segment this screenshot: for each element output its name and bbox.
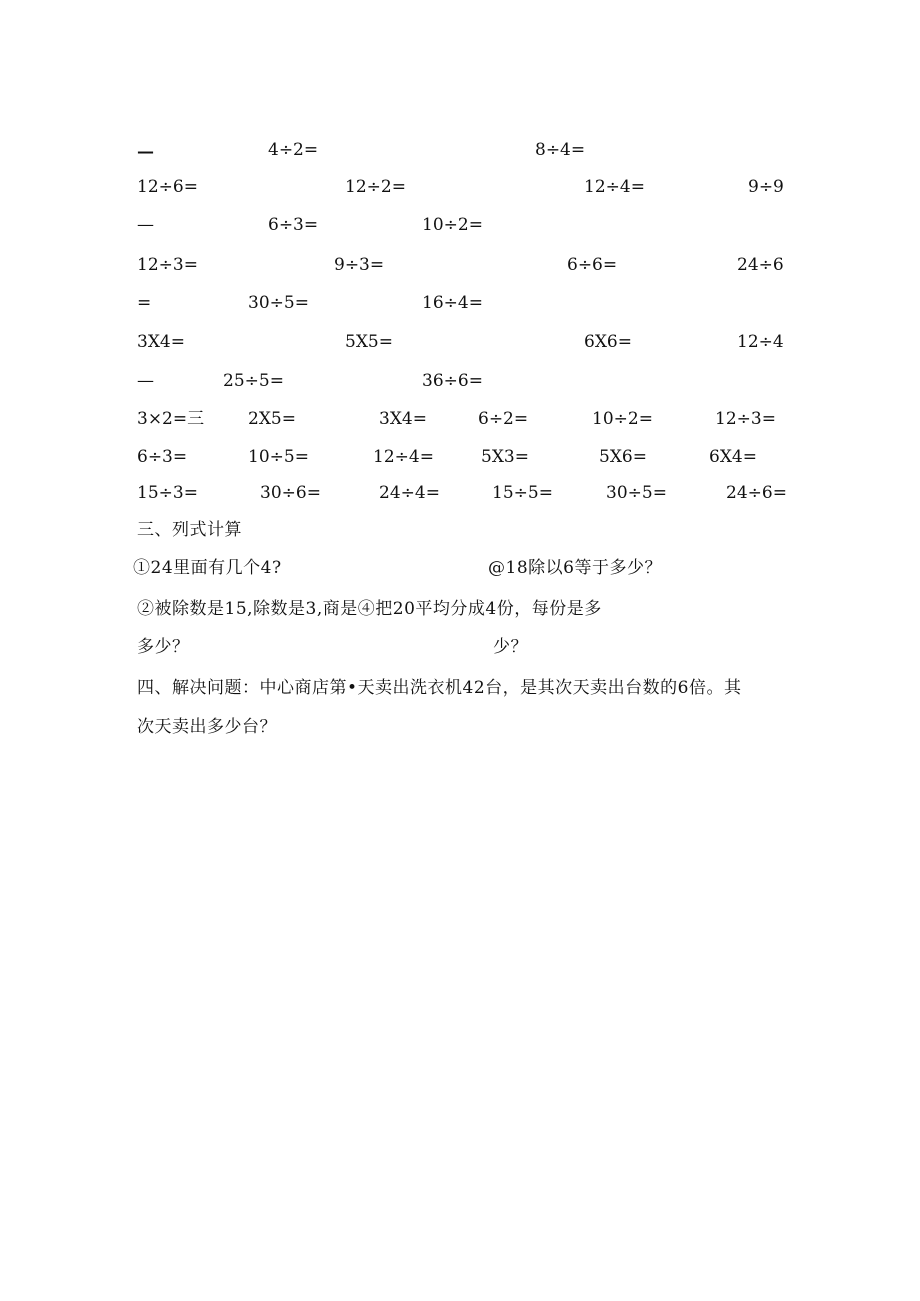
- expression: 5X6=: [599, 447, 647, 467]
- expression: 12÷4=: [584, 177, 645, 197]
- question-2: @18除以6等于多少？: [488, 558, 662, 578]
- question-4-line-2: 少？: [493, 637, 528, 657]
- expression: 5X3=: [481, 447, 529, 467]
- expression: 12÷2=: [345, 177, 406, 197]
- expression: 6÷2=: [478, 409, 529, 429]
- question-3-line-2: 多少？: [137, 637, 190, 657]
- expression: 15÷5=: [492, 483, 553, 503]
- expression: 24÷6=: [726, 483, 787, 503]
- expression: 4÷2=: [268, 140, 319, 160]
- expression: 12÷4=: [373, 447, 434, 467]
- expression: 2X5=: [248, 409, 296, 429]
- expression: 16÷4=: [422, 293, 483, 313]
- expression: 6÷3=: [268, 215, 319, 235]
- blank-mark: —: [137, 142, 154, 162]
- expression: 6X4=: [709, 447, 757, 467]
- expression: 6÷3=: [137, 447, 188, 467]
- expression: 3×2=三: [137, 409, 205, 429]
- expression: 24÷6: [737, 255, 784, 275]
- expression: 6X6=: [584, 332, 632, 352]
- expression: 9÷3=: [334, 255, 385, 275]
- question-3-line-1: ②被除数是15,除数是3,商是④把20平均分成4份，每份是多: [137, 599, 602, 619]
- expression: 3X4=: [379, 409, 427, 429]
- expression: 8÷4=: [535, 140, 586, 160]
- expression: 10÷5=: [248, 447, 309, 467]
- expression: 10÷2=: [422, 215, 483, 235]
- expression: 30÷5=: [248, 293, 309, 313]
- expression: 24÷4=: [379, 483, 440, 503]
- problem-line-1: 四、解决问题：中心商店第•天卖出洗衣机42台，是其次天卖出台数的6倍。其: [137, 678, 742, 698]
- blank-mark: —: [137, 371, 154, 391]
- expression: 36÷6=: [422, 371, 483, 391]
- expression: 12÷6=: [137, 177, 198, 197]
- expression: 25÷5=: [223, 371, 284, 391]
- question-1: ①24里面有几个4?: [133, 558, 282, 578]
- blank-mark: —: [137, 215, 154, 235]
- expression: 10÷2=: [592, 409, 653, 429]
- equals-mark: =: [137, 293, 152, 313]
- expression: 9÷9: [748, 177, 784, 197]
- expression: 5X5=: [345, 332, 393, 352]
- expression: 6÷6=: [567, 255, 618, 275]
- expression: 15÷3=: [137, 483, 198, 503]
- expression: 12÷4: [737, 332, 784, 352]
- section-heading: 三、列式计算: [137, 520, 242, 540]
- expression: 3X4=: [137, 332, 185, 352]
- expression: 30÷5=: [606, 483, 667, 503]
- expression: 30÷6=: [260, 483, 321, 503]
- expression: 12÷3=: [715, 409, 776, 429]
- expression: 12÷3=: [137, 255, 198, 275]
- problem-line-2: 次天卖出多少台？: [137, 717, 277, 737]
